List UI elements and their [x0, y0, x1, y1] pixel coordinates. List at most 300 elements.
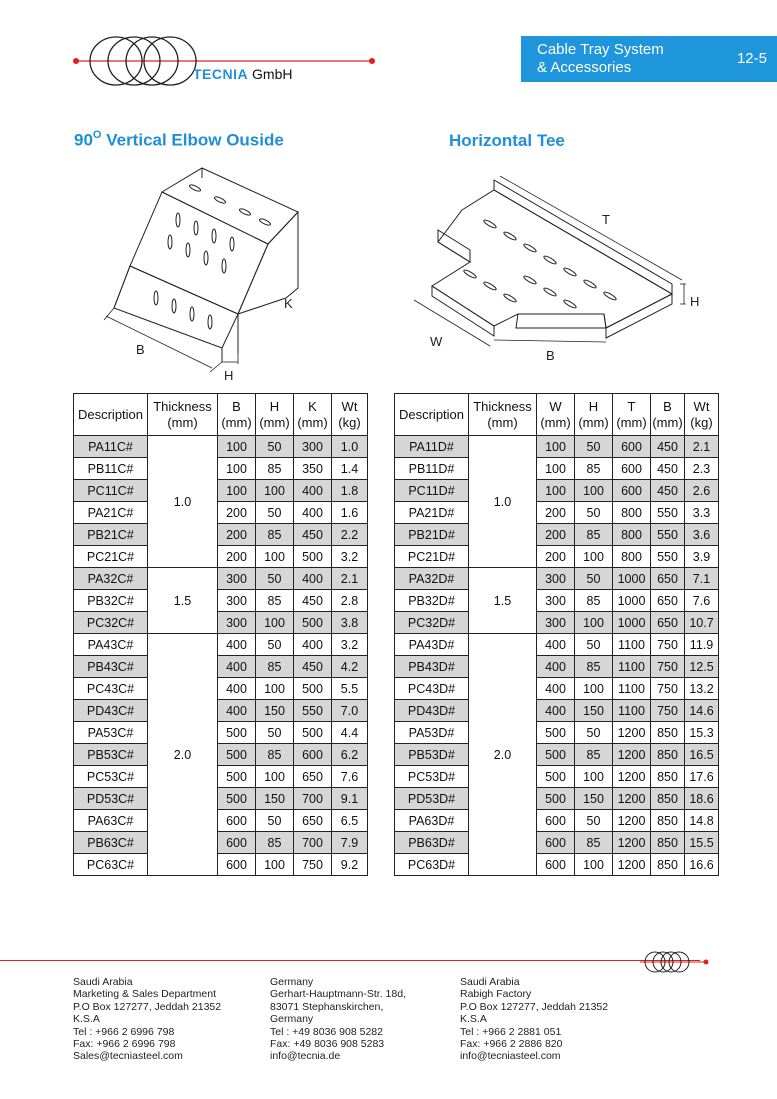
- table-row: [74, 722, 368, 744]
- value-cell: 1100: [613, 678, 651, 700]
- value-cell: 2.3: [685, 458, 719, 480]
- value-cell: 2.8: [332, 590, 368, 612]
- address-germany: [270, 976, 406, 1063]
- row-description: PA21C#: [74, 502, 148, 524]
- value-cell: 700: [294, 832, 332, 854]
- value-cell: 150: [575, 788, 613, 810]
- value-cell: 650: [651, 612, 685, 634]
- thickness-cell: 1.0: [469, 436, 537, 568]
- value-cell: 1100: [613, 634, 651, 656]
- vertical-elbow-title: [74, 130, 284, 151]
- row-description: PB63D#: [395, 832, 469, 854]
- value-cell: 600: [537, 832, 575, 854]
- value-cell: 650: [651, 568, 685, 590]
- value-cell: 1000: [613, 568, 651, 590]
- table-row: [74, 766, 368, 788]
- value-cell: 500: [537, 788, 575, 810]
- table-row: [74, 524, 368, 546]
- value-cell: 400: [294, 634, 332, 656]
- table-header-row: [74, 394, 368, 436]
- table-row: [395, 458, 719, 480]
- value-cell: 800: [613, 546, 651, 568]
- thickness-cell: 2.0: [148, 634, 218, 876]
- row-description: PA32D#: [395, 568, 469, 590]
- value-cell: 750: [651, 634, 685, 656]
- page-number: 12-5: [736, 50, 767, 67]
- value-cell: 600: [613, 436, 651, 458]
- table-row: [74, 568, 368, 590]
- value-cell: 550: [651, 502, 685, 524]
- value-cell: 85: [575, 590, 613, 612]
- banner-line-1: Cable Tray System: [537, 41, 664, 58]
- value-cell: 800: [613, 502, 651, 524]
- value-cell: 500: [218, 766, 256, 788]
- value-cell: 50: [256, 634, 294, 656]
- row-description: PA43C#: [74, 634, 148, 656]
- value-cell: 2.1: [685, 436, 719, 458]
- value-cell: 7.6: [332, 766, 368, 788]
- value-cell: 850: [651, 744, 685, 766]
- value-cell: 14.8: [685, 810, 719, 832]
- value-cell: 450: [651, 458, 685, 480]
- address-line: Germany: [270, 1013, 314, 1026]
- row-description: PB43C#: [74, 656, 148, 678]
- row-description: PB53C#: [74, 744, 148, 766]
- table-row: [395, 832, 719, 854]
- row-description: PA11C#: [74, 436, 148, 458]
- column-header: W (mm): [537, 394, 575, 436]
- title-rest: Vertical Elbow Ouside: [101, 130, 284, 150]
- value-cell: 1200: [613, 854, 651, 876]
- address-line: info@tecnia.de: [270, 1050, 341, 1063]
- value-cell: 100: [218, 436, 256, 458]
- value-cell: 600: [218, 854, 256, 876]
- value-cell: 6.2: [332, 744, 368, 766]
- row-description: PD43C#: [74, 700, 148, 722]
- value-cell: 500: [218, 722, 256, 744]
- thickness-cell: 1.5: [469, 568, 537, 634]
- table-row: [74, 854, 368, 876]
- value-cell: 100: [575, 766, 613, 788]
- value-cell: 50: [575, 502, 613, 524]
- address-line: Sales@tecniasteel.com: [73, 1050, 183, 1063]
- table-row: [74, 502, 368, 524]
- value-cell: 50: [575, 568, 613, 590]
- value-cell: 400: [218, 700, 256, 722]
- row-description: PB32C#: [74, 590, 148, 612]
- dim-label-b: B: [546, 348, 555, 363]
- row-description: PA63D#: [395, 810, 469, 832]
- value-cell: 200: [218, 546, 256, 568]
- value-cell: 600: [218, 810, 256, 832]
- table-row: [395, 678, 719, 700]
- value-cell: 400: [537, 656, 575, 678]
- address-line: Marketing & Sales Department: [73, 988, 216, 1001]
- value-cell: 100: [537, 458, 575, 480]
- row-description: PB63C#: [74, 832, 148, 854]
- address-line: Germany: [270, 976, 314, 988]
- value-cell: 500: [218, 788, 256, 810]
- value-cell: 600: [613, 480, 651, 502]
- address-line: Fax: +966 2 2886 820: [460, 1038, 563, 1051]
- column-header: B (mm): [218, 394, 256, 436]
- value-cell: 750: [651, 678, 685, 700]
- value-cell: 850: [651, 832, 685, 854]
- dim-label-h: H: [224, 368, 234, 383]
- address-line: P.O Box 127277, Jeddah 21352: [73, 1000, 222, 1013]
- company-name: [193, 66, 292, 82]
- value-cell: 450: [651, 436, 685, 458]
- row-description: PA43D#: [395, 634, 469, 656]
- address-line: P.O Box 127277, Jeddah 21352: [460, 1000, 609, 1013]
- address-line: Fax: +49 8036 908 5283: [270, 1038, 385, 1051]
- row-description: PB53D#: [395, 744, 469, 766]
- title-degrees: 90: [74, 130, 93, 150]
- table-row: [74, 656, 368, 678]
- value-cell: 550: [651, 524, 685, 546]
- value-cell: 85: [575, 524, 613, 546]
- value-cell: 100: [256, 612, 294, 634]
- value-cell: 850: [651, 810, 685, 832]
- address-saudi-factory: [460, 976, 608, 1063]
- value-cell: 2.2: [332, 524, 368, 546]
- value-cell: 400: [218, 678, 256, 700]
- section-banner: [521, 36, 777, 82]
- row-description: PC32C#: [74, 612, 148, 634]
- table-header-row: [395, 394, 719, 436]
- value-cell: 85: [256, 832, 294, 854]
- row-description: PA53D#: [395, 722, 469, 744]
- column-header: K (mm): [294, 394, 332, 436]
- column-header: B (mm): [651, 394, 685, 436]
- value-cell: 50: [575, 634, 613, 656]
- value-cell: 100: [575, 480, 613, 502]
- value-cell: 850: [651, 854, 685, 876]
- value-cell: 50: [256, 722, 294, 744]
- value-cell: 85: [575, 744, 613, 766]
- dim-label-t: T: [602, 212, 610, 227]
- value-cell: 18.6: [685, 788, 719, 810]
- value-cell: 7.1: [685, 568, 719, 590]
- row-description: PD53C#: [74, 788, 148, 810]
- table-row: [74, 458, 368, 480]
- column-header: Description: [74, 394, 148, 436]
- table-row: [395, 744, 719, 766]
- value-cell: 1200: [613, 810, 651, 832]
- value-cell: 350: [294, 458, 332, 480]
- value-cell: 450: [651, 480, 685, 502]
- value-cell: 450: [294, 524, 332, 546]
- value-cell: 10.7: [685, 612, 719, 634]
- value-cell: 7.9: [332, 832, 368, 854]
- value-cell: 50: [575, 436, 613, 458]
- value-cell: 9.1: [332, 788, 368, 810]
- address-line: Tel : +49 8036 908 5282: [270, 1025, 383, 1038]
- value-cell: 400: [537, 634, 575, 656]
- value-cell: 500: [537, 722, 575, 744]
- company-suffix: GmbH: [252, 66, 293, 82]
- value-cell: 85: [575, 458, 613, 480]
- table-row: [74, 832, 368, 854]
- address-line: Saudi Arabia: [460, 976, 520, 988]
- value-cell: 1.8: [332, 480, 368, 502]
- row-description: PA63C#: [74, 810, 148, 832]
- value-cell: 450: [294, 590, 332, 612]
- value-cell: 650: [294, 766, 332, 788]
- value-cell: 100: [575, 678, 613, 700]
- table-row: [395, 722, 719, 744]
- row-description: PA11D#: [395, 436, 469, 458]
- value-cell: 450: [294, 656, 332, 678]
- row-description: PC21D#: [395, 546, 469, 568]
- value-cell: 50: [256, 502, 294, 524]
- row-description: PC53C#: [74, 766, 148, 788]
- value-cell: 500: [537, 744, 575, 766]
- value-cell: 50: [256, 436, 294, 458]
- value-cell: 1200: [613, 722, 651, 744]
- value-cell: 9.2: [332, 854, 368, 876]
- tee-slots: [463, 219, 617, 309]
- column-header: Wt (kg): [685, 394, 719, 436]
- value-cell: 100: [256, 546, 294, 568]
- table-row: [74, 634, 368, 656]
- address-line: Saudi Arabia: [73, 976, 133, 988]
- table-row: [74, 612, 368, 634]
- table-row: [74, 788, 368, 810]
- banner-line-2: & Accessories: [537, 59, 632, 76]
- row-description: PC11D#: [395, 480, 469, 502]
- value-cell: 85: [256, 524, 294, 546]
- value-cell: 85: [256, 744, 294, 766]
- table-row: [395, 612, 719, 634]
- value-cell: 300: [218, 568, 256, 590]
- value-cell: 50: [575, 722, 613, 744]
- table-row: [395, 590, 719, 612]
- value-cell: 400: [537, 700, 575, 722]
- value-cell: 600: [537, 854, 575, 876]
- value-cell: 400: [537, 678, 575, 700]
- row-description: PC63C#: [74, 854, 148, 876]
- value-cell: 15.3: [685, 722, 719, 744]
- value-cell: 12.5: [685, 656, 719, 678]
- horizontal-tee-title: Horizontal Tee: [449, 131, 565, 150]
- table-row: [74, 678, 368, 700]
- dim-label-b: B: [136, 342, 145, 357]
- value-cell: 85: [256, 458, 294, 480]
- value-cell: 1.6: [332, 502, 368, 524]
- address-line: info@tecniasteel.com: [460, 1050, 561, 1063]
- row-description: PB21D#: [395, 524, 469, 546]
- row-description: PA32C#: [74, 568, 148, 590]
- footer-logo-rings: [640, 951, 710, 973]
- table-row: [74, 480, 368, 502]
- value-cell: 5.5: [332, 678, 368, 700]
- thickness-cell: 1.0: [148, 436, 218, 568]
- value-cell: 600: [537, 810, 575, 832]
- table-row: [74, 546, 368, 568]
- table-row: [74, 744, 368, 766]
- table-row: [395, 524, 719, 546]
- address-line: Rabigh Factory: [460, 988, 532, 1001]
- value-cell: 500: [294, 678, 332, 700]
- column-header: Thickness (mm): [148, 394, 218, 436]
- value-cell: 550: [651, 546, 685, 568]
- table-row: [74, 700, 368, 722]
- row-description: PB11D#: [395, 458, 469, 480]
- value-cell: 1.4: [332, 458, 368, 480]
- value-cell: 500: [294, 722, 332, 744]
- row-description: PA21D#: [395, 502, 469, 524]
- row-description: PC43C#: [74, 678, 148, 700]
- vertical-elbow-table: [73, 393, 368, 876]
- table-row: [395, 700, 719, 722]
- value-cell: 16.6: [685, 854, 719, 876]
- value-cell: 3.2: [332, 634, 368, 656]
- table-row: [395, 502, 719, 524]
- value-cell: 6.5: [332, 810, 368, 832]
- address-line: Tel : +966 2 2881 051: [460, 1025, 562, 1038]
- table-row: [395, 766, 719, 788]
- dim-label-w: W: [430, 334, 443, 349]
- value-cell: 2.1: [332, 568, 368, 590]
- row-description: PC63D#: [395, 854, 469, 876]
- row-description: PC32D#: [395, 612, 469, 634]
- value-cell: 1.0: [332, 436, 368, 458]
- dim-label-k: K: [284, 296, 293, 311]
- address-line: K.S.A: [460, 1013, 487, 1026]
- value-cell: 750: [651, 700, 685, 722]
- value-cell: 850: [651, 722, 685, 744]
- table-row: [395, 634, 719, 656]
- company-brand: TECNIA: [193, 66, 249, 82]
- value-cell: 500: [537, 766, 575, 788]
- row-description: PD53D#: [395, 788, 469, 810]
- value-cell: 3.2: [332, 546, 368, 568]
- value-cell: 11.9: [685, 634, 719, 656]
- value-cell: 300: [218, 612, 256, 634]
- value-cell: 750: [294, 854, 332, 876]
- value-cell: 150: [575, 700, 613, 722]
- value-cell: 650: [651, 590, 685, 612]
- row-description: PC43D#: [395, 678, 469, 700]
- value-cell: 15.5: [685, 832, 719, 854]
- value-cell: 3.8: [332, 612, 368, 634]
- value-cell: 500: [218, 744, 256, 766]
- column-header: H (mm): [256, 394, 294, 436]
- value-cell: 14.6: [685, 700, 719, 722]
- column-header: Description: [395, 394, 469, 436]
- value-cell: 400: [294, 480, 332, 502]
- value-cell: 85: [575, 656, 613, 678]
- value-cell: 1200: [613, 744, 651, 766]
- value-cell: 300: [537, 568, 575, 590]
- row-description: PD43D#: [395, 700, 469, 722]
- value-cell: 85: [256, 590, 294, 612]
- value-cell: 500: [294, 612, 332, 634]
- address-line: Fax: +966 2 6996 798: [73, 1038, 176, 1051]
- value-cell: 100: [256, 854, 294, 876]
- value-cell: 850: [651, 766, 685, 788]
- value-cell: 85: [256, 656, 294, 678]
- value-cell: 3.9: [685, 546, 719, 568]
- value-cell: 200: [537, 502, 575, 524]
- value-cell: 1200: [613, 766, 651, 788]
- value-cell: 17.6: [685, 766, 719, 788]
- thickness-cell: 2.0: [469, 634, 537, 876]
- value-cell: 3.6: [685, 524, 719, 546]
- row-description: PB11C#: [74, 458, 148, 480]
- row-description: PC53D#: [395, 766, 469, 788]
- table-row: [395, 854, 719, 876]
- value-cell: 300: [218, 590, 256, 612]
- row-description: PB32D#: [395, 590, 469, 612]
- value-cell: 700: [294, 788, 332, 810]
- value-cell: 600: [294, 744, 332, 766]
- value-cell: 200: [537, 546, 575, 568]
- value-cell: 850: [651, 788, 685, 810]
- column-header: Thickness (mm): [469, 394, 537, 436]
- value-cell: 100: [256, 678, 294, 700]
- value-cell: 400: [218, 634, 256, 656]
- value-cell: 200: [537, 524, 575, 546]
- row-description: PB21C#: [74, 524, 148, 546]
- table-row: [395, 436, 719, 458]
- value-cell: 100: [537, 480, 575, 502]
- column-header: T (mm): [613, 394, 651, 436]
- value-cell: 7.0: [332, 700, 368, 722]
- value-cell: 200: [218, 524, 256, 546]
- horizontal-tee-table: [394, 393, 719, 876]
- row-description: PC11C#: [74, 480, 148, 502]
- value-cell: 200: [218, 502, 256, 524]
- value-cell: 1200: [613, 832, 651, 854]
- value-cell: 300: [537, 612, 575, 634]
- value-cell: 600: [218, 832, 256, 854]
- value-cell: 50: [575, 810, 613, 832]
- address-line: Gerhart-Hauptmann-Str. 18d,: [270, 988, 406, 1001]
- tee-dimensions: [414, 176, 686, 346]
- vertical-elbow-drawing: [100, 158, 310, 383]
- value-cell: 50: [256, 568, 294, 590]
- value-cell: 600: [613, 458, 651, 480]
- value-cell: 100: [256, 480, 294, 502]
- value-cell: 4.4: [332, 722, 368, 744]
- value-cell: 1200: [613, 788, 651, 810]
- address-line: K.S.A: [73, 1013, 100, 1026]
- table-row: [395, 656, 719, 678]
- table-row: [395, 480, 719, 502]
- table-row: [74, 810, 368, 832]
- address-line: Tel : +966 2 6996 798: [73, 1025, 175, 1038]
- row-description: PC21C#: [74, 546, 148, 568]
- title-degree-mark: O: [92, 129, 102, 141]
- value-cell: 400: [294, 568, 332, 590]
- value-cell: 400: [218, 656, 256, 678]
- column-header: Wt (kg): [332, 394, 368, 436]
- elbow-dimensions: [104, 308, 238, 372]
- value-cell: 550: [294, 700, 332, 722]
- value-cell: 150: [256, 700, 294, 722]
- value-cell: 7.6: [685, 590, 719, 612]
- value-cell: 400: [294, 502, 332, 524]
- value-cell: 4.2: [332, 656, 368, 678]
- value-cell: 1000: [613, 590, 651, 612]
- address-line: 83071 Stephanskirchen,: [270, 1000, 384, 1013]
- value-cell: 100: [575, 854, 613, 876]
- value-cell: 13.2: [685, 678, 719, 700]
- value-cell: 16.5: [685, 744, 719, 766]
- value-cell: 100: [575, 546, 613, 568]
